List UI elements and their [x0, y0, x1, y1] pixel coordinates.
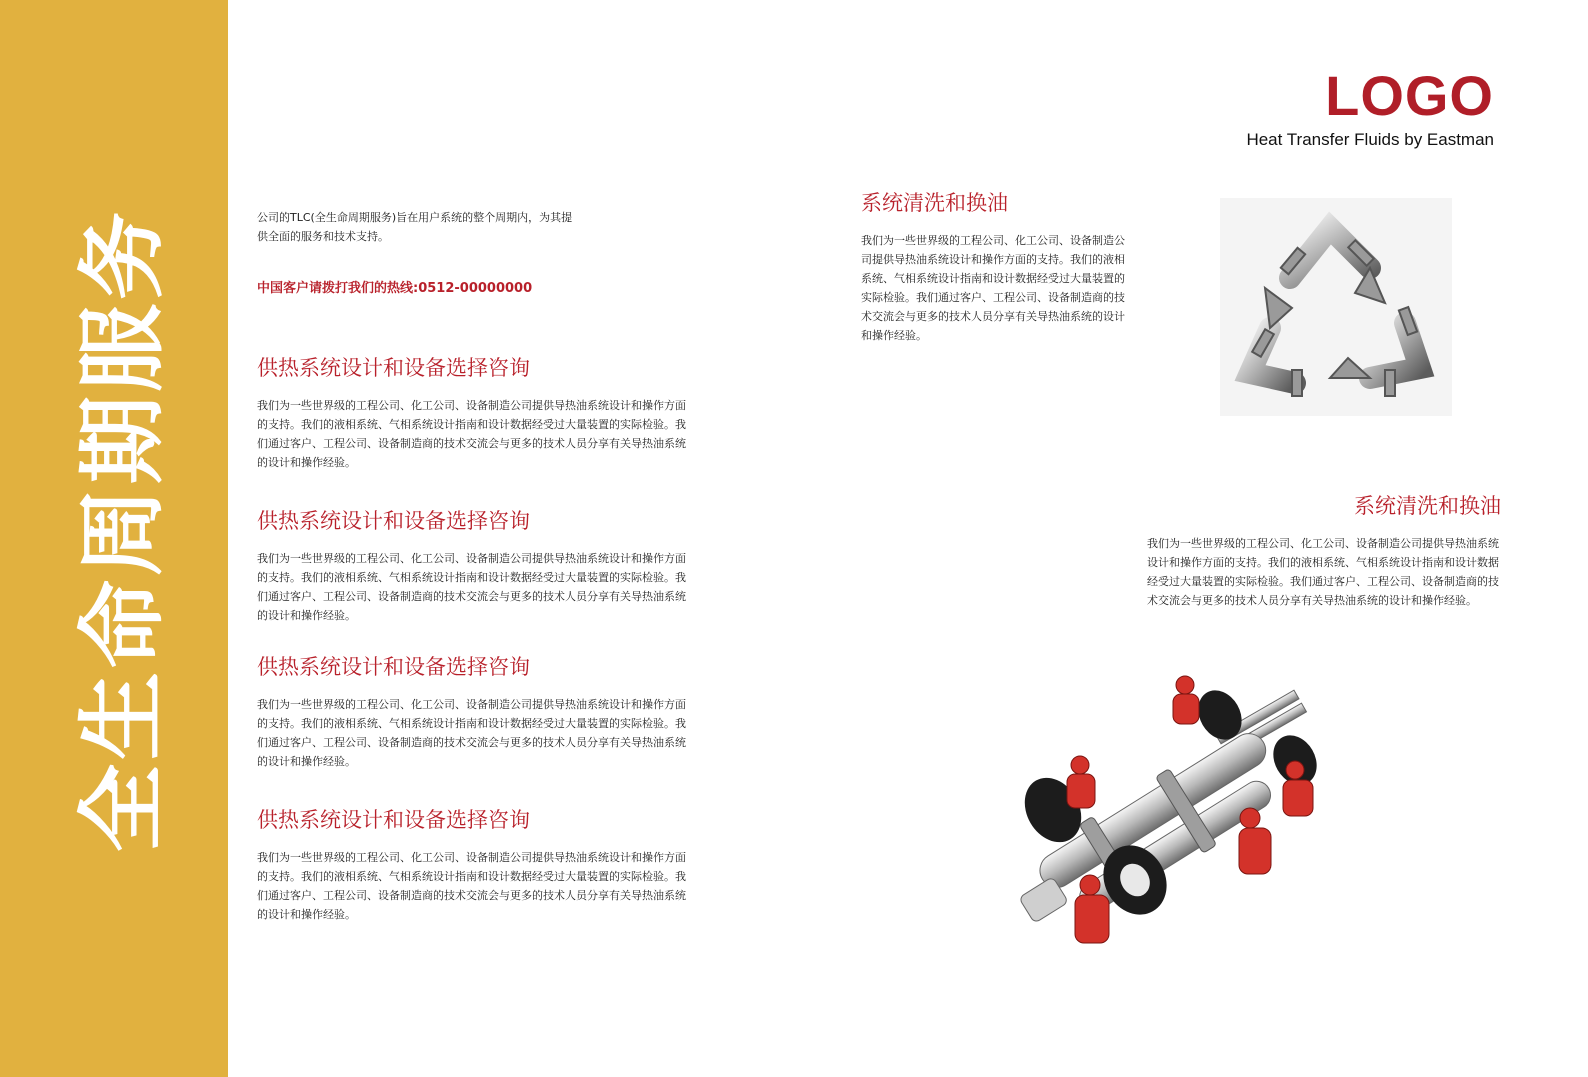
sidebar-band [0, 0, 228, 1077]
section-title: 系统清洗和换油 [1354, 494, 1501, 518]
service-section [861, 187, 1131, 345]
section-body: 我们为一些世界级的工程公司、化工公司、设备制造公司提供导热油系统设计和操作方面的支持。我们的液相系统、气相系统设计指南和设计数据经受过大量装置的实际检验。我们通过客户、工程公司、设备制造商的技术交流会与更多的技术人员分享有关导热油系统的设计和操作经验。 [257, 698, 686, 768]
hotline-text: 中国客户请拨打我们的热线:0512-00000000 [257, 281, 533, 296]
section-body: 我们为一些世界级的工程公司、化工公司、设备制造公司提供导热油系统设计和操作方面的支持。我们的液相系统、气相系统设计指南和设计数据经受过大量装置的实际检验。我们通过客户、工程公司、设备制造商的技术交流会与更多的技术人员分享有关导热油系统的设计和操作经验。 [257, 399, 686, 469]
section-body: 我们为一些世界级的工程公司、化工公司、设备制造公司提供导热油系统设计和操作方面的支持。我们的液相系统、气相系统设计指南和设计数据经受过大量装置的实际检验。我们通过客户、工程公司、设备制造商的技术交流会与更多的技术人员分享有关导热油系统的设计和操作经验。 [257, 851, 686, 921]
section-title: 供热系统设计和设备选择咨询 [257, 509, 530, 533]
pipe-racecar-pit-crew-image [995, 670, 1340, 975]
section-body: 我们为一些世界级的工程公司、化工公司、设备制造公司提供导热油系统设计和操作方面的支持。我们的液相系统、气相系统设计指南和设计数据经受过大量装置的实际检验。我们通过客户、工程公司、设备制造商的技术交流会与更多的技术人员分享有关导热油系统的设计和操作经验。 [861, 234, 1125, 342]
service-section [257, 651, 687, 771]
section-title: 供热系统设计和设备选择咨询 [257, 655, 530, 679]
service-section [257, 352, 687, 472]
service-section [1147, 490, 1501, 610]
service-section [257, 804, 687, 924]
logo: LOGO [1325, 64, 1494, 127]
section-body: 我们为一些世界级的工程公司、化工公司、设备制造公司提供导热油系统设计和操作方面的支持。我们的液相系统、气相系统设计指南和设计数据经受过大量装置的实际检验。我们通过客户、工程公司、设备制造商的技术交流会与更多的技术人员分享有关导热油系统的设计和操作经验。 [257, 552, 686, 622]
section-title: 供热系统设计和设备选择咨询 [257, 356, 530, 380]
logo-tagline: Heat Transfer Fluids by Eastman [1246, 130, 1494, 149]
pipe-recycle-arrows-image [1220, 198, 1452, 416]
sidebar-title: 全生命周期服务 [71, 207, 174, 853]
section-title: 系统清洗和换油 [861, 191, 1008, 215]
service-section [257, 505, 687, 625]
section-body: 我们为一些世界级的工程公司、化工公司、设备制造公司提供导热油系统设计和操作方面的支持。我们的液相系统、气相系统设计指南和设计数据经受过大量装置的实际检验。我们通过客户、工程公司、设备制造商的技术交流会与更多的技术人员分享有关导热油系统的设计和操作经验。 [1147, 537, 1499, 607]
intro-text: 公司的TLC(全生命周期服务)旨在用户系统的整个周期内，为其提供全面的服务和技术支持。 [257, 211, 573, 243]
section-title: 供热系统设计和设备选择咨询 [257, 808, 530, 832]
